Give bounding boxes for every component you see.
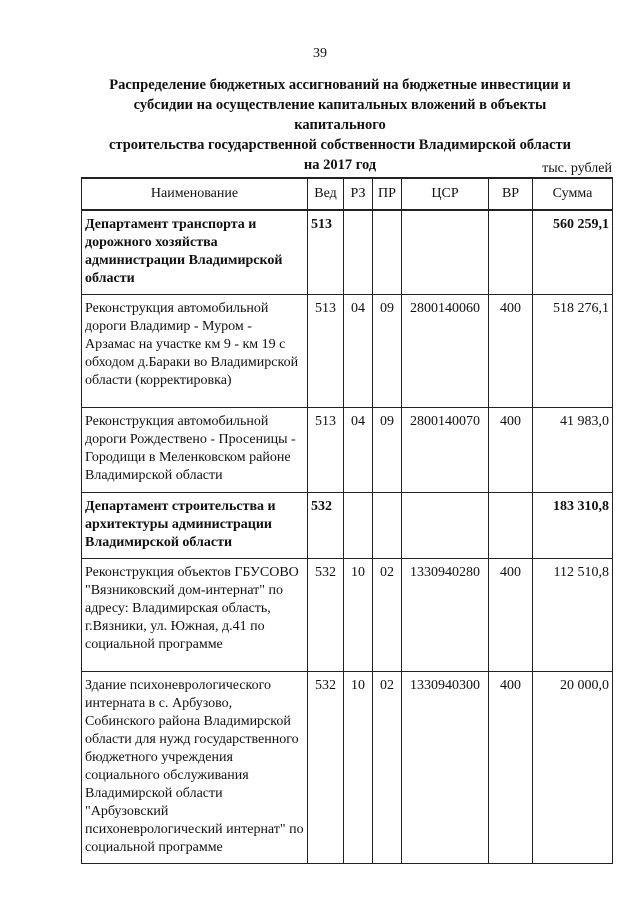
- cell-sum: 112 510,8: [533, 559, 613, 672]
- cell-vr: [489, 493, 533, 559]
- cell-rz: [344, 493, 373, 559]
- cell-sum: 20 000,0: [533, 672, 613, 864]
- column-header-name: Наименование: [82, 178, 308, 210]
- cell-csr: 2800140070: [402, 408, 489, 493]
- cell-vr: 400: [489, 559, 533, 672]
- cell-name: Департамент транспорта и дорожного хозяйства администрации Владимирской области: [82, 210, 308, 295]
- table-header-row: [82, 178, 613, 210]
- cell-pr: 09: [373, 408, 402, 493]
- table-row: [82, 672, 613, 864]
- column-header-vr: ВР: [489, 178, 533, 210]
- title-line: Распределение бюджетных ассигнований на бюджетные инвестиции и: [109, 77, 571, 93]
- cell-name: Реконструкция автомобильной дороги Владимир - Муром - Арзамас на участке км 9 - км 19 с обходом д.Бараки во Владимирской области (корректировка): [82, 295, 308, 408]
- cell-rz: 04: [344, 295, 373, 408]
- cell-rz: [344, 210, 373, 295]
- cell-ved: 532: [308, 672, 344, 864]
- page-number: 39: [313, 46, 327, 61]
- table-row-department: [82, 493, 613, 559]
- table-row: [82, 408, 613, 493]
- cell-name: Здание психоневрологического интерната в с. Арбузово, Собинского района Владимирской области для нужд государственного бюджетного учреждения социального обслуживания Владимирской области "Арбузовский психоневрологический интернат" по социальной программе: [82, 672, 308, 864]
- cell-name: Департамент строительства и архитектуры администрации Владимирской области: [82, 493, 308, 559]
- cell-ved: 513: [308, 408, 344, 493]
- units-label: тыс. рублей: [542, 161, 612, 176]
- cell-csr: [402, 493, 489, 559]
- cell-rz: 10: [344, 672, 373, 864]
- column-header-csr: ЦСР: [402, 178, 489, 210]
- cell-vr: 400: [489, 672, 533, 864]
- cell-pr: 02: [373, 559, 402, 672]
- title-line: субсидии на осуществление капитальных вложений в объекты капитального: [133, 97, 547, 133]
- column-header-rz: РЗ: [344, 178, 373, 210]
- cell-ved: 532: [308, 493, 344, 559]
- cell-pr: [373, 493, 402, 559]
- cell-pr: 09: [373, 295, 402, 408]
- cell-ved: 513: [308, 210, 344, 295]
- cell-csr: [402, 210, 489, 295]
- column-header-pr: ПР: [373, 178, 402, 210]
- table-row: [82, 295, 613, 408]
- cell-csr: 1330940300: [402, 672, 489, 864]
- cell-csr: 1330940280: [402, 559, 489, 672]
- cell-vr: 400: [489, 408, 533, 493]
- column-header-sum: Сумма: [533, 178, 613, 210]
- document-title: [90, 75, 590, 175]
- table-row-department: [82, 210, 613, 295]
- cell-rz: 10: [344, 559, 373, 672]
- cell-rz: 04: [344, 408, 373, 493]
- cell-vr: [489, 210, 533, 295]
- cell-sum: 560 259,1: [533, 210, 613, 295]
- table-row: [82, 559, 613, 672]
- cell-sum: 183 310,8: [533, 493, 613, 559]
- cell-csr: 2800140060: [402, 295, 489, 408]
- cell-name: Реконструкция объектов ГБУСОВО "Вязниковский дом-интернат" по адресу: Владимирская область, г.Вязники, ул. Южная, д.41 по социальной программе: [82, 559, 308, 672]
- cell-sum: 518 276,1: [533, 295, 613, 408]
- cell-name: Реконструкция автомобильной дороги Рождествено - Просеницы - Городищи в Меленковском районе Владимирской области: [82, 408, 308, 493]
- title-line: строительства государственной собственности Владимирской области: [108, 137, 572, 153]
- title-line: на 2017 год: [303, 157, 377, 173]
- cell-vr: 400: [489, 295, 533, 408]
- cell-ved: 513: [308, 295, 344, 408]
- column-header-ved: Вед: [308, 178, 344, 210]
- cell-sum: 41 983,0: [533, 408, 613, 493]
- cell-pr: [373, 210, 402, 295]
- cell-ved: 532: [308, 559, 344, 672]
- cell-pr: 02: [373, 672, 402, 864]
- budget-table: [81, 177, 613, 864]
